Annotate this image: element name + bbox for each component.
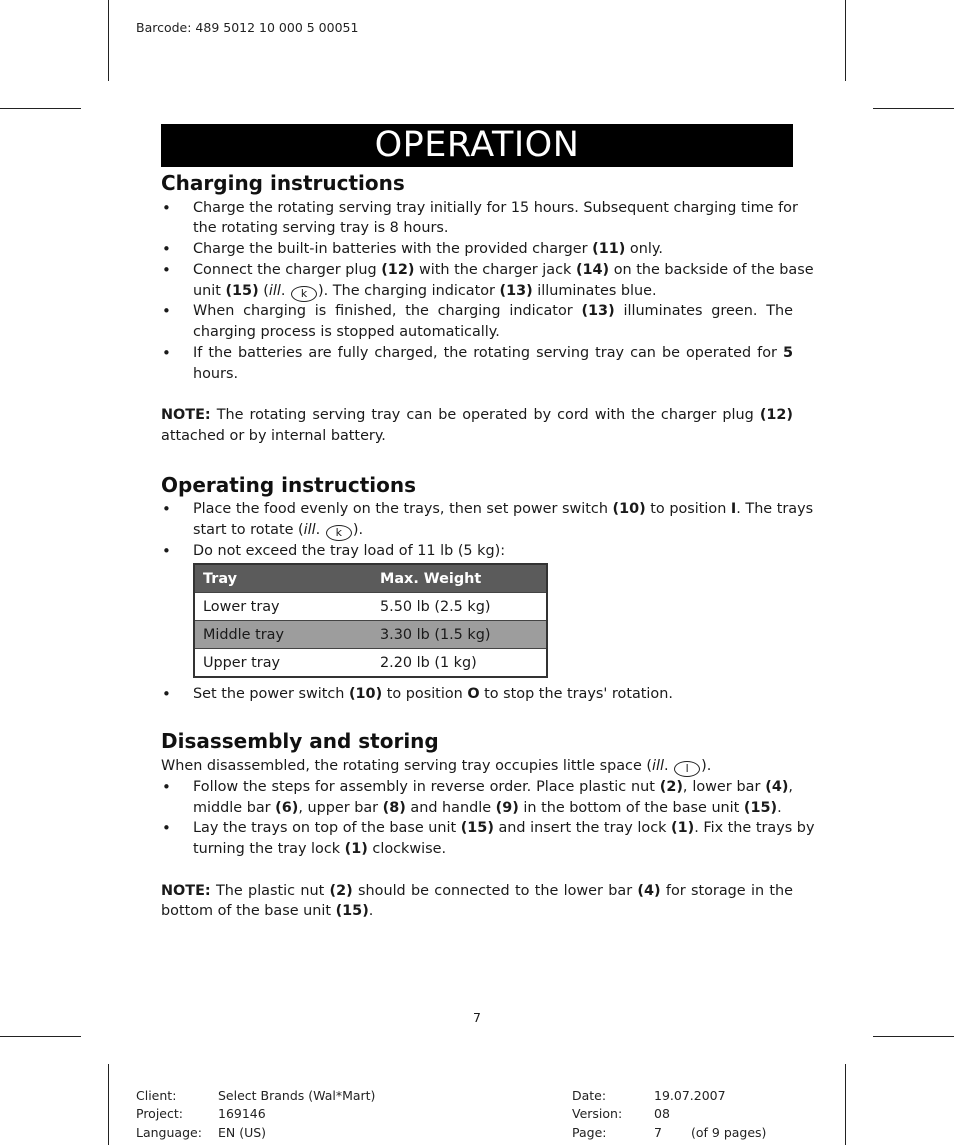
footer-version: 08 <box>654 1106 670 1121</box>
table-cell: Upper tray <box>194 649 372 678</box>
crop-mark <box>873 1036 954 1037</box>
tray-weight-table <box>193 563 548 678</box>
footer-client-label: Client: <box>136 1088 177 1103</box>
page-number: 7 <box>473 1010 481 1025</box>
table-cell: 2.20 lb (1 kg) <box>372 649 547 678</box>
crop-mark <box>873 108 954 109</box>
operating-heading: Operating instructions <box>161 473 416 497</box>
charging-heading: Charging instructions <box>161 171 405 195</box>
table-cell: 5.50 lb (2.5 kg) <box>372 593 547 621</box>
table-header-row <box>194 564 547 593</box>
storing-bullet-1-line-1: Follow the steps for assembly in reverse order. Place plastic nut (2), lower bar (4), <box>193 779 793 795</box>
illustration-k-icon: k <box>326 525 352 541</box>
charging-note-line-1: NOTE: The rotating serving tray can be operated by cord with the charger plug (12) <box>161 407 793 423</box>
charging-bullet-2: Charge the built-in batteries with the provided charger (11) only. <box>193 241 663 257</box>
crop-mark <box>0 1036 81 1037</box>
operating-bullet-1-line-1: Place the food evenly on the trays, then set power switch (10) to position I. The trays <box>193 501 814 517</box>
charging-bullet-1-line-1: Charge the rotating serving tray initially for 15 hours. Subsequent charging time for <box>193 200 798 216</box>
footer-project-label: Project: <box>136 1106 183 1121</box>
table-header-max-weight: Max. Weight <box>372 564 547 593</box>
footer-date-label: Date: <box>572 1088 607 1103</box>
bullet: • <box>162 261 171 279</box>
charging-bullet-3-line-2: unit (15) (ill. k ). The charging indicator (13) illuminates blue. <box>193 283 657 300</box>
table-row <box>194 621 547 649</box>
bullet: • <box>162 500 171 518</box>
storing-note-line-1: NOTE: The plastic nut (2) should be connected to the lower bar (4) for storage in the <box>161 883 793 899</box>
footer-language-label: Language: <box>136 1125 202 1140</box>
bullet: • <box>162 344 171 362</box>
footer-page: 7 <box>654 1125 662 1140</box>
table-row <box>194 649 547 678</box>
footer-page-label: Page: <box>572 1125 607 1140</box>
footer-version-label: Version: <box>572 1106 623 1121</box>
storing-note-line-2: bottom of the base unit (15). <box>161 903 374 919</box>
crop-mark <box>0 108 81 109</box>
bullet: • <box>162 819 171 837</box>
crop-mark <box>845 1064 846 1145</box>
storing-heading: Disassembly and storing <box>161 729 439 753</box>
barcode-text: Barcode: 489 5012 10 000 5 00051 <box>136 20 359 35</box>
storing-intro: When disassembled, the rotating serving tray occupies little space (ill. l ). <box>161 758 712 775</box>
charging-bullet-4-line-2: charging process is stopped automatically. <box>193 324 500 340</box>
illustration-k-icon: k <box>291 286 317 302</box>
charging-bullet-1-line-2: the rotating serving tray is 8 hours. <box>193 220 449 236</box>
charging-bullet-3-line-1: Connect the charger plug (12) with the charger jack (14) on the backside of the base <box>193 262 814 278</box>
charging-bullet-4-line-1: When charging is finished, the charging indicator (13) illuminates green. The <box>193 303 793 319</box>
bullet: • <box>162 199 171 217</box>
operating-bullet-2: Do not exceed the tray load of 11 lb (5 kg): <box>193 543 506 559</box>
charging-note-line-2: attached or by internal battery. <box>161 428 386 444</box>
footer-page-of: (of 9 pages) <box>691 1125 767 1140</box>
crop-mark <box>108 1064 109 1145</box>
footer-date: 19.07.2007 <box>654 1088 726 1103</box>
page-title: OPERATION <box>161 124 793 167</box>
table-cell: Middle tray <box>194 621 372 649</box>
table-row <box>194 593 547 621</box>
operating-bullet-3: Set the power switch (10) to position O to stop the trays' rotation. <box>193 686 673 702</box>
crop-mark <box>108 0 109 81</box>
footer-client: Select Brands (Wal*Mart) <box>218 1088 376 1103</box>
bullet: • <box>162 542 171 560</box>
bullet: • <box>162 302 171 320</box>
footer-language: EN (US) <box>218 1125 267 1140</box>
storing-bullet-2-line-2: turning the tray lock (1) clockwise. <box>193 841 447 857</box>
footer-project: 169146 <box>218 1106 266 1121</box>
operating-bullet-1-line-2: start to rotate (ill. k ). <box>193 522 364 539</box>
bullet: • <box>162 685 171 703</box>
charging-bullet-5-line-2: hours. <box>193 366 239 382</box>
storing-bullet-2-line-1: Lay the trays on top of the base unit (15) and insert the tray lock (1). Fix the trays by <box>193 820 815 836</box>
table-cell: 3.30 lb (1.5 kg) <box>372 621 547 649</box>
table-cell: Lower tray <box>194 593 372 621</box>
bullet: • <box>162 240 171 258</box>
illustration-l-icon: l <box>674 761 700 777</box>
charging-bullet-5-line-1: If the batteries are fully charged, the rotating serving tray can be operated for 5 <box>193 345 793 361</box>
bullet: • <box>162 778 171 796</box>
table-header-tray: Tray <box>194 564 372 593</box>
crop-mark <box>845 0 846 81</box>
storing-bullet-1-line-2: middle bar (6), upper bar (8) and handle (9) in the bottom of the base unit (15). <box>193 800 782 816</box>
